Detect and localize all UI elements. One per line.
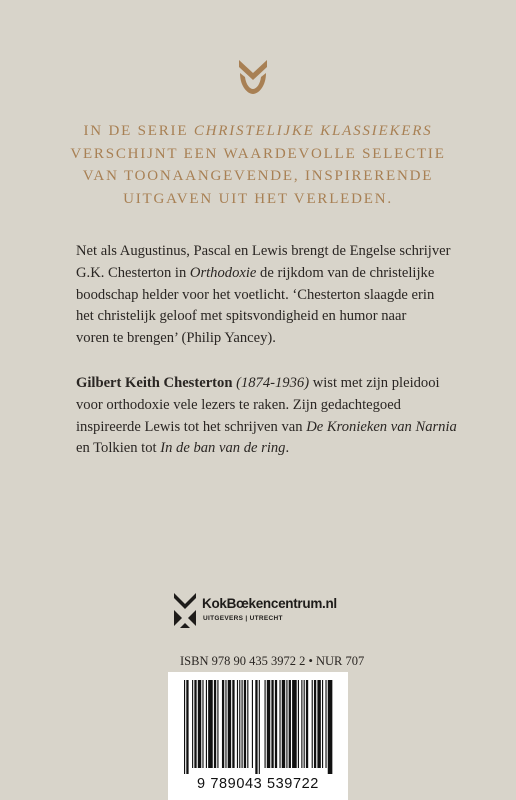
barcode-bar bbox=[317, 680, 320, 768]
barcode-bar bbox=[228, 680, 231, 768]
kokboekencentrum-logo-icon bbox=[172, 590, 198, 630]
publisher-name: KokBœkencentrum.nl bbox=[202, 596, 337, 611]
barcode-bar bbox=[252, 680, 253, 768]
barcode-bar bbox=[314, 680, 316, 768]
barcode-bar bbox=[192, 680, 193, 768]
barcode-bar bbox=[225, 680, 226, 768]
barcode-bar bbox=[186, 680, 188, 774]
barcode-bar bbox=[239, 680, 240, 768]
barcode-bar bbox=[265, 680, 266, 768]
barcode-bar bbox=[312, 680, 313, 768]
publisher-subtitle: UITGEVERS | UTRECHT bbox=[203, 615, 283, 622]
author-bio-paragraph: Gilbert Keith Chesterton (1874-1936) wist met zijn pleidooi voor orthodoxie vele lezers te raken. Zijn gedachtegoed inspireerde Lewis tot het schrijven van De Kronieken van Narnia en Tolkien tot In de ban van de ring. bbox=[76, 375, 457, 457]
barcode-bar bbox=[206, 680, 207, 768]
barcode-bar bbox=[237, 680, 238, 768]
series-line-4: UITGAVEN UIT HET VERLEDEN. bbox=[123, 190, 393, 207]
barcode-bar bbox=[214, 680, 216, 768]
barcode-bar bbox=[328, 680, 333, 774]
barcode-bar bbox=[217, 680, 218, 768]
barcode-bar bbox=[208, 680, 213, 768]
barcode-bar bbox=[322, 680, 323, 768]
barcode-bar bbox=[292, 680, 297, 768]
series-title: CHRISTELIJKE KLASSIEKERS bbox=[193, 123, 433, 139]
barcode-bar bbox=[275, 680, 277, 768]
barcode-bar bbox=[306, 680, 308, 768]
barcode-bar bbox=[259, 680, 260, 774]
barcode-bar bbox=[242, 680, 243, 768]
kok-emblem-icon bbox=[236, 58, 270, 96]
series-line-3: VAN TOONAANGEVENDE, INSPIRERENDE bbox=[82, 168, 434, 184]
barcode-bar bbox=[289, 680, 291, 768]
barcode-bar bbox=[279, 680, 280, 768]
barcode bbox=[168, 672, 348, 800]
barcode-bars bbox=[182, 680, 334, 774]
barcode-bar bbox=[271, 680, 273, 768]
barcode-bar bbox=[255, 680, 257, 774]
barcode-bar bbox=[247, 680, 248, 768]
book-title: Orthodoxie bbox=[189, 264, 257, 281]
barcode-bar bbox=[184, 680, 185, 774]
author-dates: (1874-1936) bbox=[232, 375, 310, 391]
isbn-nur-line: ISBN 978 90 435 3972 2 • NUR 707 bbox=[180, 654, 365, 668]
barcode-bar bbox=[202, 680, 203, 768]
barcode-digits: 9 789043 539722 bbox=[197, 776, 319, 792]
barcode-bar bbox=[232, 680, 234, 768]
series-statement bbox=[60, 120, 456, 210]
barcode-bar bbox=[298, 680, 299, 768]
barcode-bar bbox=[222, 680, 224, 768]
barcode-bar bbox=[286, 680, 287, 768]
barcode-bar bbox=[301, 680, 302, 768]
barcode-bar bbox=[282, 680, 285, 768]
barcode-bar bbox=[267, 680, 270, 768]
barcode-bar bbox=[304, 680, 305, 768]
blurb-paragraph-1: Net als Augustinus, Pascal en Lewis brengt de Engelse schrijver G.K. Chesterton in Orthodoxie de rijkdom van de christelijke boodschap helder voor het voetlicht. ‘Chesterton slaagde erin het christelijk geloof met spitsvondigheid en humor naar voren te brengen’ (Philip Yancey). bbox=[76, 243, 451, 347]
barcode-bar bbox=[325, 680, 326, 768]
barcode-bar bbox=[244, 680, 246, 768]
series-line-1: IN DE SERIE CHRISTELIJKE KLASSIEKERS bbox=[83, 123, 433, 139]
series-line-2: VERSCHIJNT EEN WAARDEVOLLE SELECTIE bbox=[70, 145, 446, 162]
barcode-bar bbox=[194, 680, 196, 768]
author-name: Gilbert Keith Chesterton bbox=[76, 375, 233, 391]
barcode-bar bbox=[198, 680, 201, 768]
